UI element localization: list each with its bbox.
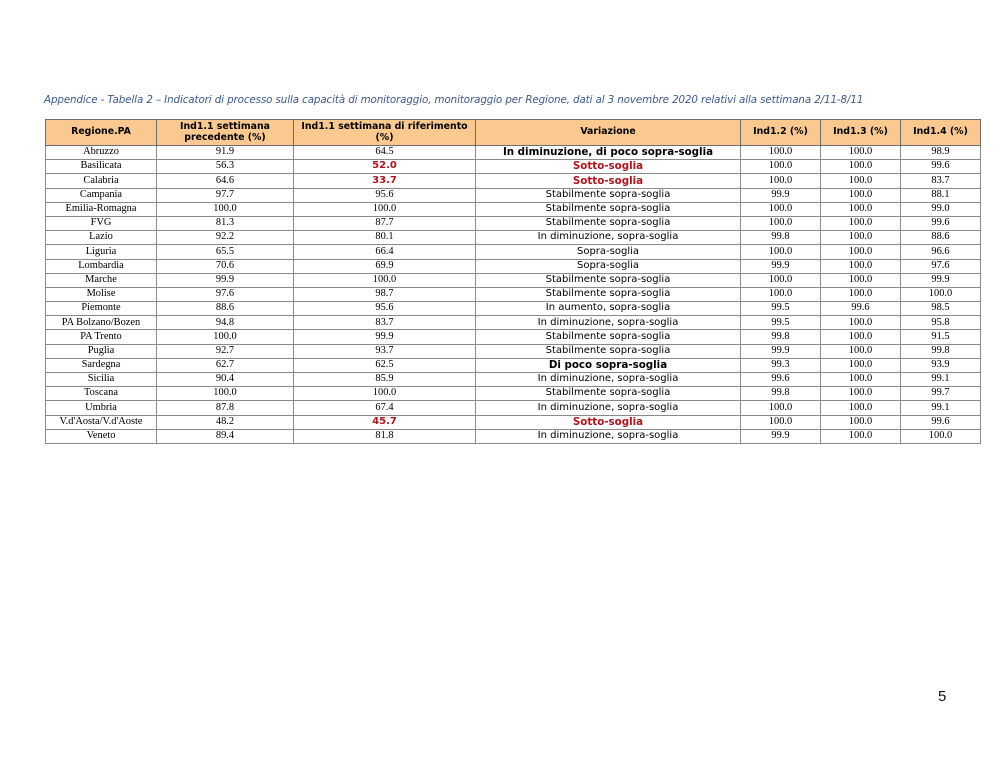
cell-variazione: Stabilmente sopra-soglia — [476, 202, 741, 216]
cell-ind13: 100.0 — [821, 174, 901, 188]
cell-ind13: 100.0 — [821, 415, 901, 429]
cell-variazione: In diminuzione, sopra-soglia — [476, 231, 741, 245]
table-caption: Appendice - Tabella 2 – Indicatori di processo sulla capacità di monitoraggio, monitoraggio per Regione, dati al 3 novembre 2020 relativi alla settimana 2/11-8/11 — [44, 94, 864, 106]
cell-ind11-rif: 100.0 — [294, 202, 476, 216]
cell-ind11-prev: 64.6 — [157, 174, 294, 188]
cell-ind12: 100.0 — [741, 415, 821, 429]
cell-regione: Sicilia — [46, 373, 157, 387]
cell-ind13: 100.0 — [821, 344, 901, 358]
table-row — [46, 273, 981, 287]
cell-variazione: Sopra-soglia — [476, 245, 741, 259]
cell-ind11-prev: 100.0 — [157, 330, 294, 344]
cell-ind11-rif: 100.0 — [294, 273, 476, 287]
table-row — [46, 231, 981, 245]
table-row — [46, 302, 981, 316]
cell-variazione: In diminuzione, di poco sopra-soglia — [476, 146, 741, 160]
table-row — [46, 174, 981, 188]
cell-ind12: 99.9 — [741, 429, 821, 443]
cell-ind12: 100.0 — [741, 273, 821, 287]
cell-ind13: 100.0 — [821, 216, 901, 230]
cell-ind11-rif: 80.1 — [294, 231, 476, 245]
cell-variazione: In diminuzione, sopra-soglia — [476, 316, 741, 330]
cell-regione: Marche — [46, 273, 157, 287]
cell-variazione: Sotto-soglia — [476, 174, 741, 188]
cell-ind13: 100.0 — [821, 387, 901, 401]
cell-ind11-rif: 93.7 — [294, 344, 476, 358]
cell-regione: Veneto — [46, 429, 157, 443]
cell-ind12: 99.8 — [741, 387, 821, 401]
cell-ind12: 100.0 — [741, 287, 821, 301]
indicators-table — [45, 119, 981, 444]
header-ind12: Ind1.2 (%) — [741, 120, 821, 146]
cell-regione: Lazio — [46, 231, 157, 245]
cell-ind11-rif: 95.6 — [294, 188, 476, 202]
cell-ind11-prev: 62.7 — [157, 358, 294, 372]
cell-ind14: 99.6 — [901, 216, 981, 230]
cell-ind11-prev: 91.9 — [157, 146, 294, 160]
cell-ind11-rif: 81.8 — [294, 429, 476, 443]
table-row — [46, 344, 981, 358]
cell-regione: Toscana — [46, 387, 157, 401]
cell-ind12: 99.9 — [741, 344, 821, 358]
cell-ind11-prev: 48.2 — [157, 415, 294, 429]
cell-variazione: In diminuzione, sopra-soglia — [476, 373, 741, 387]
cell-ind11-prev: 97.6 — [157, 287, 294, 301]
cell-regione: Molise — [46, 287, 157, 301]
cell-ind11-prev: 100.0 — [157, 202, 294, 216]
header-row — [46, 120, 981, 146]
header-ind11-rif: Ind1.1 settimana di riferimento (%) — [294, 120, 476, 146]
cell-variazione: Stabilmente sopra-soglia — [476, 273, 741, 287]
table-row — [46, 358, 981, 372]
cell-ind11-prev: 92.7 — [157, 344, 294, 358]
cell-ind11-prev: 81.3 — [157, 216, 294, 230]
cell-ind12: 99.5 — [741, 316, 821, 330]
cell-variazione: Stabilmente sopra-soglia — [476, 330, 741, 344]
cell-ind11-rif: 67.4 — [294, 401, 476, 415]
cell-ind14: 98.5 — [901, 302, 981, 316]
cell-ind14: 98.9 — [901, 146, 981, 160]
cell-ind14: 99.6 — [901, 160, 981, 174]
table-row — [46, 330, 981, 344]
table-row — [46, 160, 981, 174]
cell-regione: Umbria — [46, 401, 157, 415]
cell-variazione: Stabilmente sopra-soglia — [476, 387, 741, 401]
cell-ind12: 99.3 — [741, 358, 821, 372]
table-row — [46, 216, 981, 230]
cell-variazione: Sopra-soglia — [476, 259, 741, 273]
cell-ind11-rif: 62.5 — [294, 358, 476, 372]
table-row — [46, 373, 981, 387]
cell-regione: PA Bolzano/Bozen — [46, 316, 157, 330]
cell-variazione: Sotto-soglia — [476, 160, 741, 174]
cell-ind14: 99.8 — [901, 344, 981, 358]
cell-ind11-rif: 99.9 — [294, 330, 476, 344]
cell-ind11-prev: 65.5 — [157, 245, 294, 259]
cell-ind14: 97.6 — [901, 259, 981, 273]
cell-ind11-rif: 85.9 — [294, 373, 476, 387]
cell-ind13: 100.0 — [821, 202, 901, 216]
cell-ind14: 99.6 — [901, 415, 981, 429]
cell-ind12: 100.0 — [741, 216, 821, 230]
cell-regione: Liguria — [46, 245, 157, 259]
cell-regione: Lombardia — [46, 259, 157, 273]
cell-ind11-prev: 89.4 — [157, 429, 294, 443]
cell-regione: Piemonte — [46, 302, 157, 316]
header-ind11-prev: Ind1.1 settimana precedente (%) — [157, 120, 294, 146]
header-variazione: Variazione — [476, 120, 741, 146]
cell-ind12: 99.9 — [741, 259, 821, 273]
cell-ind13: 100.0 — [821, 273, 901, 287]
cell-variazione: In diminuzione, sopra-soglia — [476, 401, 741, 415]
table-row — [46, 316, 981, 330]
cell-regione: Puglia — [46, 344, 157, 358]
cell-ind12: 99.5 — [741, 302, 821, 316]
cell-ind13: 100.0 — [821, 259, 901, 273]
cell-ind14: 100.0 — [901, 287, 981, 301]
header-regione: Regione.PA — [46, 120, 157, 146]
cell-ind14: 99.9 — [901, 273, 981, 287]
cell-ind13: 100.0 — [821, 146, 901, 160]
cell-regione: Campania — [46, 188, 157, 202]
cell-ind11-rif: 64.5 — [294, 146, 476, 160]
cell-ind12: 100.0 — [741, 401, 821, 415]
table-row — [46, 245, 981, 259]
cell-variazione: In aumento, sopra-soglia — [476, 302, 741, 316]
cell-ind11-rif: 83.7 — [294, 316, 476, 330]
cell-ind13: 100.0 — [821, 316, 901, 330]
cell-variazione: Stabilmente sopra-soglia — [476, 344, 741, 358]
page-number: 5 — [938, 688, 947, 705]
cell-ind13: 100.0 — [821, 373, 901, 387]
cell-variazione: Di poco sopra-soglia — [476, 358, 741, 372]
header-ind14: Ind1.4 (%) — [901, 120, 981, 146]
cell-regione: Abruzzo — [46, 146, 157, 160]
cell-ind12: 100.0 — [741, 146, 821, 160]
table-row — [46, 188, 981, 202]
cell-regione: FVG — [46, 216, 157, 230]
cell-ind12: 100.0 — [741, 245, 821, 259]
table-row — [46, 287, 981, 301]
cell-ind11-rif: 52.0 — [294, 160, 476, 174]
cell-ind11-prev: 99.9 — [157, 273, 294, 287]
cell-ind12: 100.0 — [741, 174, 821, 188]
cell-regione: V.d'Aosta/V.d'Aoste — [46, 415, 157, 429]
cell-regione: Sardegna — [46, 358, 157, 372]
cell-ind11-rif: 66.4 — [294, 245, 476, 259]
cell-ind13: 100.0 — [821, 287, 901, 301]
cell-ind14: 88.6 — [901, 231, 981, 245]
cell-regione: Emilia-Romagna — [46, 202, 157, 216]
cell-ind14: 99.1 — [901, 401, 981, 415]
table-row — [46, 202, 981, 216]
cell-ind13: 100.0 — [821, 160, 901, 174]
cell-ind11-prev: 94.8 — [157, 316, 294, 330]
cell-regione: PA Trento — [46, 330, 157, 344]
table-row — [46, 387, 981, 401]
cell-variazione: Stabilmente sopra-soglia — [476, 188, 741, 202]
cell-ind11-prev: 90.4 — [157, 373, 294, 387]
cell-ind13: 100.0 — [821, 429, 901, 443]
table-row — [46, 146, 981, 160]
cell-ind13: 100.0 — [821, 358, 901, 372]
cell-ind12: 100.0 — [741, 202, 821, 216]
cell-ind12: 99.8 — [741, 330, 821, 344]
cell-ind11-rif: 45.7 — [294, 415, 476, 429]
cell-ind14: 99.7 — [901, 387, 981, 401]
header-ind13: Ind1.3 (%) — [821, 120, 901, 146]
cell-ind14: 96.6 — [901, 245, 981, 259]
cell-ind14: 93.9 — [901, 358, 981, 372]
table-row — [46, 259, 981, 273]
cell-regione: Calabria — [46, 174, 157, 188]
table-body — [46, 146, 981, 444]
cell-ind11-prev: 87.8 — [157, 401, 294, 415]
cell-ind11-prev: 97.7 — [157, 188, 294, 202]
cell-ind11-prev: 92.2 — [157, 231, 294, 245]
cell-ind13: 100.0 — [821, 245, 901, 259]
cell-ind11-prev: 70.6 — [157, 259, 294, 273]
cell-regione: Basilicata — [46, 160, 157, 174]
cell-ind13: 100.0 — [821, 231, 901, 245]
cell-ind11-rif: 95.6 — [294, 302, 476, 316]
cell-ind12: 99.9 — [741, 188, 821, 202]
cell-variazione: In diminuzione, sopra-soglia — [476, 429, 741, 443]
cell-ind14: 88.1 — [901, 188, 981, 202]
cell-variazione: Stabilmente sopra-soglia — [476, 287, 741, 301]
cell-ind14: 91.5 — [901, 330, 981, 344]
table-row — [46, 429, 981, 443]
cell-ind13: 100.0 — [821, 188, 901, 202]
cell-ind11-rif: 69.9 — [294, 259, 476, 273]
cell-ind11-prev: 56.3 — [157, 160, 294, 174]
cell-ind14: 100.0 — [901, 429, 981, 443]
cell-ind14: 95.8 — [901, 316, 981, 330]
cell-ind14: 99.0 — [901, 202, 981, 216]
cell-ind11-rif: 87.7 — [294, 216, 476, 230]
cell-variazione: Stabilmente sopra-soglia — [476, 216, 741, 230]
cell-ind13: 100.0 — [821, 330, 901, 344]
cell-ind11-rif: 33.7 — [294, 174, 476, 188]
cell-ind11-prev: 88.6 — [157, 302, 294, 316]
cell-ind14: 99.1 — [901, 373, 981, 387]
cell-ind12: 99.8 — [741, 231, 821, 245]
cell-ind13: 100.0 — [821, 401, 901, 415]
cell-ind11-prev: 100.0 — [157, 387, 294, 401]
cell-ind11-rif: 98.7 — [294, 287, 476, 301]
cell-ind13: 99.6 — [821, 302, 901, 316]
cell-ind12: 99.6 — [741, 373, 821, 387]
table-row — [46, 401, 981, 415]
cell-ind12: 100.0 — [741, 160, 821, 174]
cell-ind14: 83.7 — [901, 174, 981, 188]
table-row — [46, 415, 981, 429]
cell-ind11-rif: 100.0 — [294, 387, 476, 401]
cell-variazione: Sotto-soglia — [476, 415, 741, 429]
